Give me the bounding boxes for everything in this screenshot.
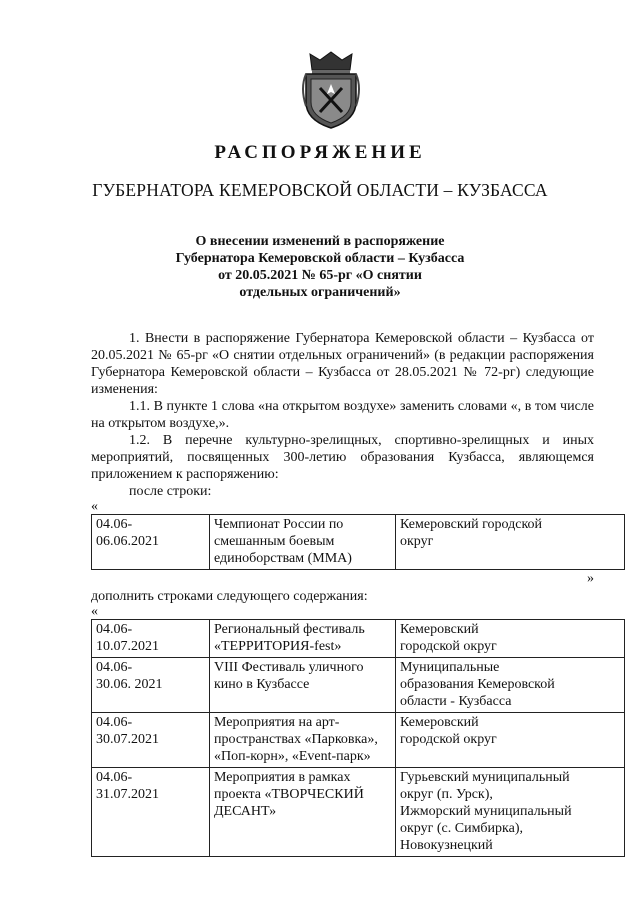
dates-cell: 04.06- 31.07.2021 — [92, 768, 210, 857]
document-title: РАСПОРЯЖЕНИЕ — [214, 142, 426, 163]
event-cell: Мероприятия на арт- пространствах «Парковка», «Поп-корн», «Event-парк» — [210, 713, 396, 768]
event-cell: Чемпионат России по смешанным боевым единоборствам (ММА) — [210, 515, 396, 570]
subject-line: Губернатора Кемеровской области – Кузбасса — [175, 251, 465, 266]
coat-of-arms-emblem — [300, 48, 362, 130]
added-rows-table — [91, 619, 625, 857]
dates-cell: 04.06- 30.07.2021 — [92, 713, 210, 768]
dates-cell: 04.06- 10.07.2021 — [92, 620, 210, 658]
closing-quote: » — [587, 571, 594, 586]
table-row — [92, 658, 625, 713]
subject-line: О внесении изменений в распоряжение — [195, 234, 445, 249]
place-cell: Муниципальные образования Кемеровской области - Кузбасса — [396, 658, 625, 713]
paragraph-1-2: 1.2. В перечне культурно-зрелищных, спортивно-зрелищных и иных мероприятий, посвященных 300-летию образования Кузбасса, являющемся приложением к распоряжению: — [91, 433, 594, 482]
table-row — [92, 713, 625, 768]
dates-cell: 04.06- 30.06. 2021 — [92, 658, 210, 713]
document-body — [91, 330, 594, 857]
event-cell: Региональный фестиваль «ТЕРРИТОРИЯ-fest» — [210, 620, 396, 658]
paragraph-1-1: 1.1. В пункте 1 слова «на открытом воздухе» заменить словами «, в том числе на открытом воздухе,». — [91, 399, 594, 431]
paragraph-1: 1. Внести в распоряжение Губернатора Кемеровской области – Кузбасса от 20.05.2021 № 65-рг «О снятии отдельных ограничений» (в редакции распоряжения Губернатора Кемеровской области – Кузбасса от 28.05.2021 № 72-рг) следующие изменения: — [91, 331, 594, 397]
existing-row-table — [91, 514, 625, 570]
place-cell: Кемеровский городской округ — [396, 620, 625, 658]
after-row-label: после строки: — [129, 484, 212, 499]
add-rows-label: дополнить строками следующего содержания: — [91, 589, 368, 604]
place-cell: Гурьевский муниципальный округ (п. Урск), Ижморский муниципальный округ (с. Симбирка), Новокузнецкий — [396, 768, 625, 857]
document-issuer: ГУБЕРНАТОРА КЕМЕРОВСКОЙ ОБЛАСТИ – КУЗБАССА — [92, 180, 548, 200]
event-cell: Мероприятия в рамках проекта «ТВОРЧЕСКИЙ ДЕСАНТ» — [210, 768, 396, 857]
subject-line: отдельных ограничений» — [239, 285, 401, 300]
table-row — [92, 768, 625, 857]
place-cell: Кемеровский городской округ — [396, 713, 625, 768]
dates-cell: 04.06- 06.06.2021 — [92, 515, 210, 570]
opening-quote: « — [91, 499, 98, 514]
document-subject — [0, 233, 640, 301]
event-cell: VIII Фестиваль уличного кино в Кузбассе — [210, 658, 396, 713]
table-row — [92, 515, 625, 570]
table-row — [92, 620, 625, 658]
subject-line: от 20.05.2021 № 65-рг «О снятии — [218, 268, 422, 283]
opening-quote: « — [91, 604, 98, 619]
place-cell: Кемеровский городской округ — [396, 515, 625, 570]
